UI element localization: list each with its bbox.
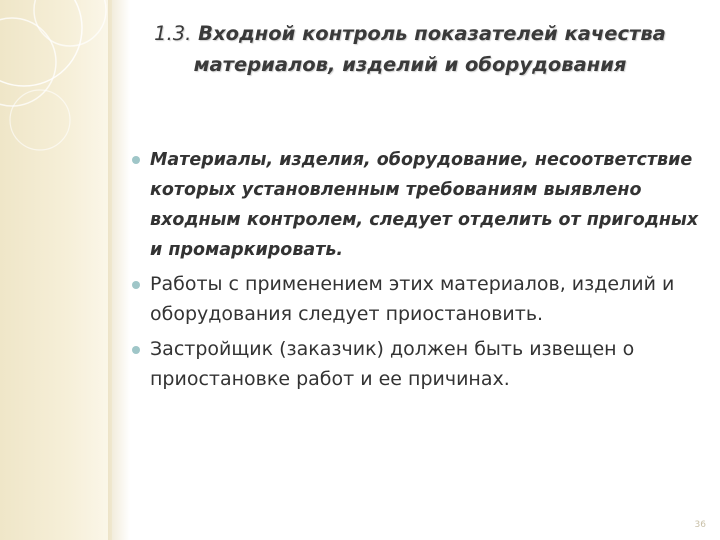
bullet-text: Работы с применением этих материалов, изделий и оборудования следует приостановить. — [150, 273, 675, 325]
page-number: 36 — [694, 520, 706, 530]
bullet-dot-icon — [132, 156, 140, 164]
bullet-item — [130, 269, 700, 329]
bullet-item — [130, 145, 700, 265]
bullet-text: Застройщик (заказчик) должен быть извещен о приостановке работ и ее причинах. — [150, 338, 635, 390]
bullet-dot-icon — [132, 346, 140, 354]
bullet-dot-icon — [132, 281, 140, 289]
title-text: Входной контроль показателей качества материалов, изделий и оборудования — [193, 22, 666, 76]
bullet-text: Материалы, изделия, оборудование, несоответствие которых установленным требованиям выявлено входным контролем, следует отделить от пригодных и промаркировать. — [150, 150, 699, 260]
slide-title — [150, 18, 670, 80]
title-number: 1.3. — [154, 22, 192, 45]
bullet-list — [130, 145, 700, 399]
bullet-item — [130, 334, 700, 394]
